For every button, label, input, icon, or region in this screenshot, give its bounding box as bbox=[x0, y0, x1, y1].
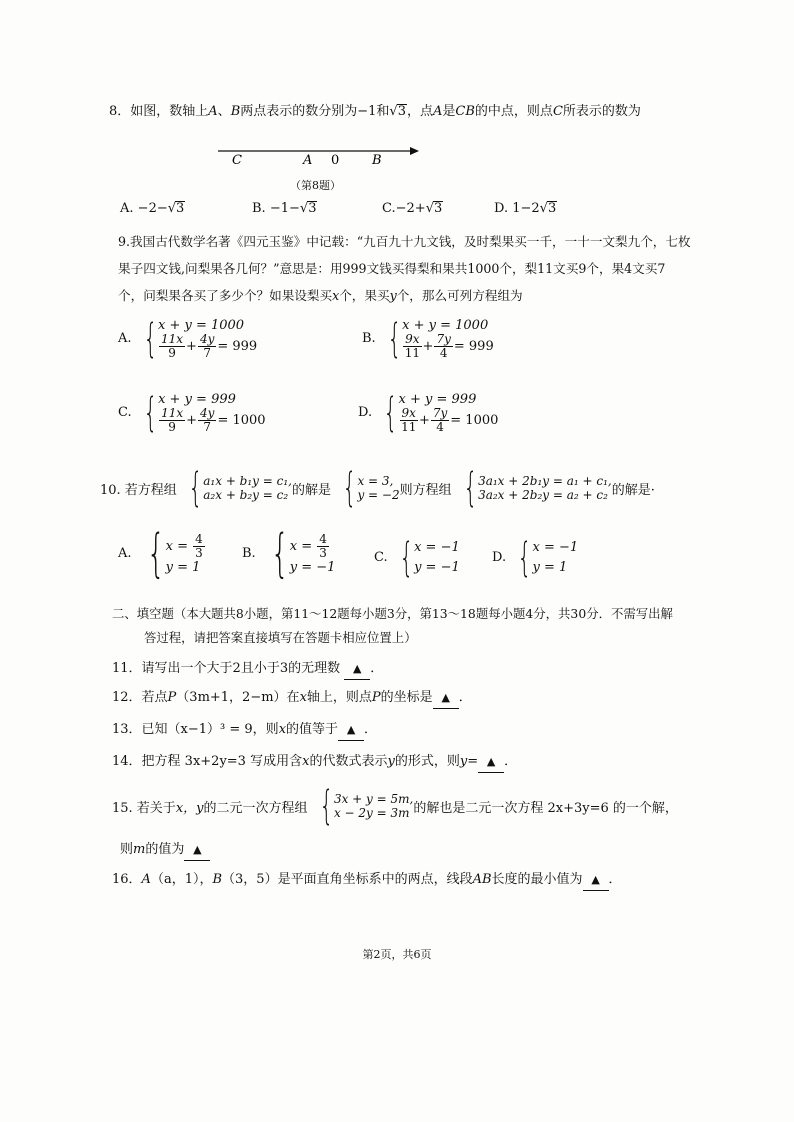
q10-option-D: D. { x = −1 y = 1 bbox=[492, 535, 579, 581]
q14-answer-blank bbox=[478, 752, 504, 773]
q14: 14．把方程 3x+2y=3 写成用含x的代数式表示y的形式，则y= ▲ ． bbox=[112, 752, 517, 773]
triangle-icon: ▲ bbox=[193, 843, 202, 856]
triangle-icon: ▲ bbox=[486, 755, 496, 768]
q8-stem: 8．如图，数轴上A、B两点表示的数分别为−1和√3，点A是CB的中点，则点C所表示的数为 bbox=[109, 104, 641, 119]
triangle-icon: ▲ bbox=[591, 873, 600, 886]
q12: 12．若点P（3m+1，2−m）在x轴上，则点P的坐标是 ▲ ． bbox=[112, 688, 472, 709]
q8-option-D: D. 1−2√3 bbox=[494, 201, 557, 216]
q11-answer-blank bbox=[344, 659, 370, 680]
point-B-label: B bbox=[372, 153, 382, 168]
q13-answer-blank bbox=[338, 720, 364, 741]
q10-option-C: C. { x = −1 y = −1 bbox=[374, 535, 460, 581]
q10-stem: 10. 若方程组 { a₁x + b₁y = c₁, a₂x + b₂y = c₂ 的解是 { x = 3, y = −2 则方程组 { 3a₁x + 2b₁y = a₁ + c₁, 3a₂x + 2b₂y = a₂ + c₂ 的解是· bbox=[100, 465, 655, 511]
point-A-label: A bbox=[303, 153, 313, 168]
origin-label: 0 bbox=[331, 153, 340, 168]
q8-option-C: C.−2+√3 bbox=[382, 201, 443, 216]
q9-option-B: B. { x + y = 1000 $\frac{9x}{11}$ + $\frac{7y}{4}$ = 999 bbox=[362, 316, 494, 362]
q10-option-B: B. { x = $\frac{4}{3}$ y = −1 bbox=[242, 524, 336, 584]
q16-answer-blank bbox=[583, 870, 609, 891]
q9-line1: 9.我国古代数学名著《四元玉鉴》中记载：“九百九十九文钱，及时梨果买一千，一十一文梨九个，七枚 bbox=[118, 234, 691, 249]
q8-option-A: A. −2−√3 bbox=[120, 201, 185, 216]
q10-option-A: A. { x = $\frac{4}{3}$ y = 1 bbox=[118, 524, 203, 584]
q16: 16．A（a，1），B（3，5）是平面直角坐标系中的两点，线段AB长度的最小值为 ▲ ． bbox=[112, 870, 622, 891]
section2-heading-cont: 答过程，请把答案直接填写在答题卡相应位置上） bbox=[144, 630, 417, 645]
q9-line3: 个，问梨果各买了多少个？如果设梨买x个，果买y个，那么可列方程组为 bbox=[118, 288, 523, 303]
page-footer: 第2页，共6页 bbox=[362, 948, 432, 961]
q11: 11．请写出一个大于2且小于3的无理数 ▲ ． bbox=[112, 659, 383, 680]
point-C-label: C bbox=[232, 153, 242, 168]
q13: 13．已知（x−1）³ = 9，则x的值等于 ▲ ． bbox=[112, 720, 377, 741]
q9-option-A: A. { x + y = 1000 $\frac{11x}{9}$ + $\frac{4y}{7}$ = 999 bbox=[118, 316, 258, 362]
triangle-icon: ▲ bbox=[441, 691, 450, 704]
q12-answer-blank bbox=[433, 688, 459, 709]
number-line bbox=[210, 140, 420, 170]
q15-answer-blank bbox=[184, 840, 210, 861]
q8-option-B: B. −1−√3 bbox=[252, 201, 317, 216]
q9-option-D: D. { x + y = 999 $\frac{9x}{11}$ + $\frac{7y}{4}$ = 1000 bbox=[358, 390, 499, 436]
q8-caption: （第8题） bbox=[290, 179, 341, 192]
q15-line2: 则m的值为 ▲ bbox=[120, 840, 210, 861]
triangle-icon: ▲ bbox=[353, 662, 362, 675]
number-line-arrow bbox=[410, 147, 419, 155]
triangle-icon: ▲ bbox=[346, 723, 356, 736]
q15: 15. 若关于 x，y 的二元一次方程组 { 3x + y = 5m, x − 2y = 3m 的解也是二元一次方程 2x+3y=6 的一个解， bbox=[112, 783, 678, 829]
q9-line2: 果子四文钱,问梨果各几何？”意思是：用999文钱买得梨和果共1000个，梨11文买9个，果4文买7 bbox=[118, 261, 666, 276]
q9-option-C: C. { x + y = 999 $\frac{11x}{9}$ + $\frac{4y}{7}$ = 1000 bbox=[118, 390, 266, 436]
section2-heading: 二、填空题（本大题共8小题，第11～12题每小题3分，第13～18题每小题4分，共30分．不需写出解 bbox=[112, 606, 673, 621]
